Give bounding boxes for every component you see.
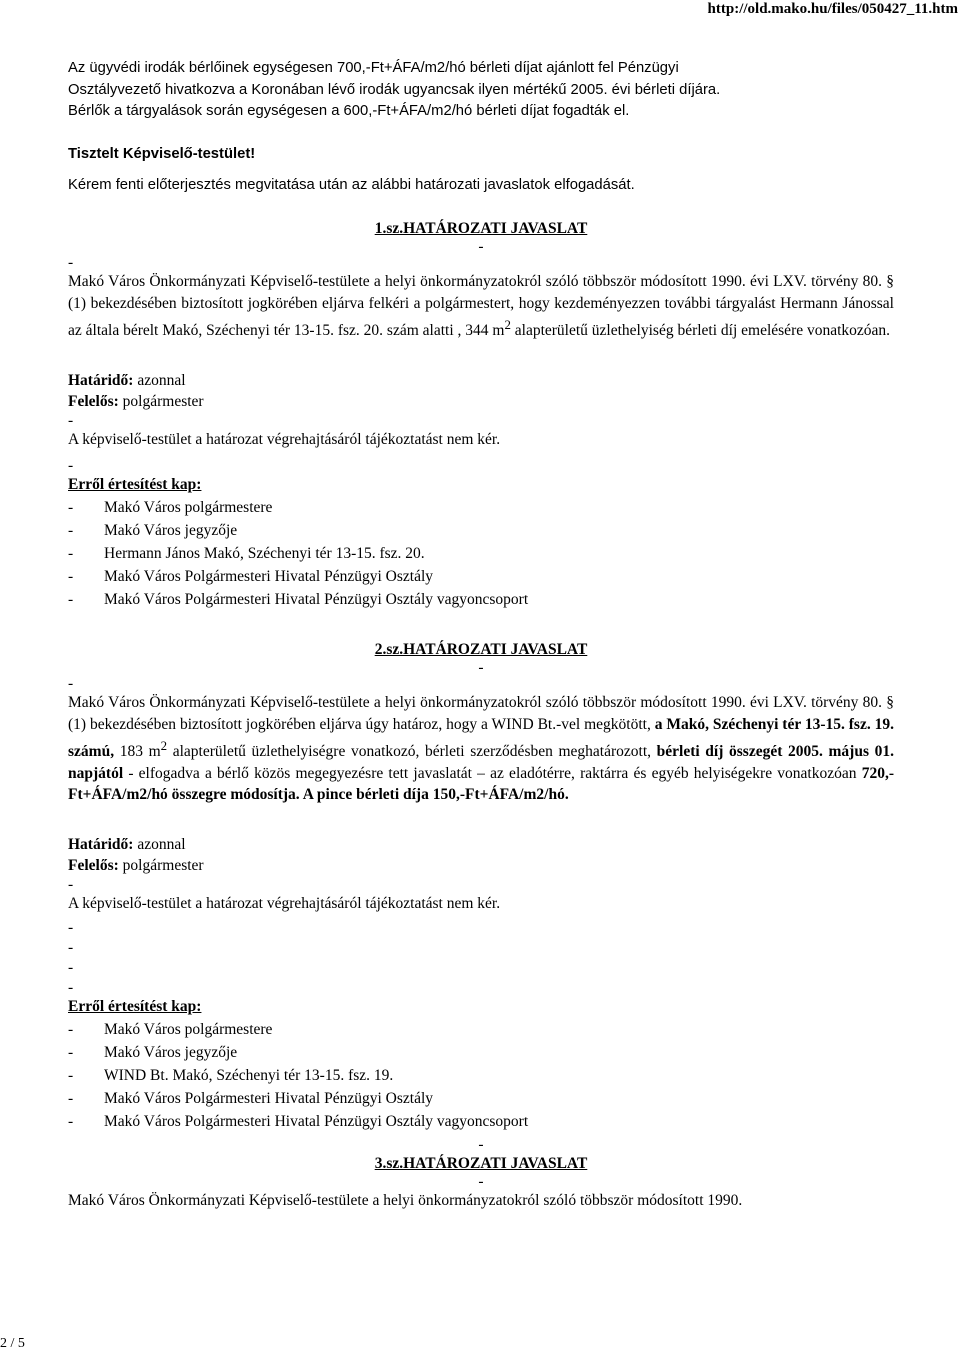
deadline: Határidő: azonnal — [68, 371, 186, 389]
deadline: Határidő: azonnal — [68, 835, 186, 853]
list-item: - Makó Város polgármestere — [68, 1020, 273, 1038]
separator-dash: - — [68, 675, 74, 693]
responsible: Felelős: polgármester — [68, 857, 204, 875]
separator-dash: - — [478, 1135, 484, 1153]
list-item: - Makó Város Polgármesteri Hivatal Pénzügyi Osztály — [68, 1089, 434, 1107]
list-item: - WIND Bt. Makó, Széchenyi tér 13-15. fsz. 19. — [68, 1066, 394, 1084]
separator-dash: - — [68, 979, 74, 997]
notify-label: Erről értesítést kap: — [68, 476, 202, 494]
request-text: Kérem fenti előterjesztés megvitatása után az alábbi határozati javaslatok elfogadását. — [68, 177, 635, 193]
intro-line-3: Bérlők a tárgyalások során egységesen a 600,-Ft+ÁFA/m2/hó bérleti díjat fogadták el. — [68, 103, 630, 119]
separator-dash: - — [478, 659, 484, 677]
separator-dash: - — [68, 254, 74, 271]
responsible: Felelős: polgármester — [68, 393, 204, 411]
resolution-1-body: Makó Város Önkormányzati Képviselő-testülete a helyi önkormányzatokról szóló többször módosított 1990. évi LXV. törvény 80. § (1) bekezdésében biztosított jogkörében eljárva felkéri a polgármestert, hogy kezdeményezzen további tárgyalást Hermann Jánossal az általa bérelt Makó, Széchenyi tér 13-15. fsz. 20. szám alatti , 344 $m^2$ alapterületű üzlethelyiség bérleti díj emelésére vonatkozóan. — [68, 273, 894, 340]
section-sign: § — [886, 273, 894, 290]
document-body — [68, 58, 894, 1212]
resolution-3-body: Makó Város Önkormányzati Képviselő-testülete a helyi önkormányzatokról szóló többször módosított 1990. — [68, 1192, 743, 1210]
resolution-1 — [68, 218, 894, 611]
separator-dash: - — [478, 238, 484, 255]
list-item: - Makó Város jegyzője — [68, 521, 238, 539]
greeting: Tisztelt Képviselő-testület! — [68, 145, 256, 162]
list-item: - Makó Város jegyzője — [68, 1043, 238, 1061]
resolution-3-title: 3.sz.HATÁROZATI JAVASLAT — [374, 1154, 588, 1172]
page-number: 2 / 5 — [0, 1336, 25, 1351]
resolution-2-note: A képviselő-testület a határozat végrehajtásáról tájékoztatást nem kér. — [68, 894, 501, 912]
recipient-list — [68, 496, 894, 611]
separator-dash: - — [68, 411, 74, 429]
page-url: http://old.mako.hu/files/050427_11.htm — [707, 1, 958, 17]
list-item: - Hermann János Makó, Széchenyi tér 13-15. fsz. 20. — [68, 544, 425, 562]
separator-dash: - — [68, 959, 74, 977]
list-item: - Makó Város Polgármesteri Hivatal Pénzügyi Osztály — [68, 567, 434, 585]
list-item: - Makó Város Polgármesteri Hivatal Pénzügyi Osztály vagyoncsoport — [68, 590, 529, 608]
resolution-3 — [68, 1137, 894, 1212]
resolution-1-title: 1.sz.HATÁROZATI JAVASLAT — [374, 219, 588, 237]
intro-line-2: Osztályvezető hivatkozva a Koronában lévő irodák ugyancsak ilyen mértékű 2005. évi bérleti díjára. — [68, 81, 721, 98]
notify-label: Erről értesítést kap: — [68, 998, 202, 1016]
resolution-1-note: A képviselő-testület a határozat végrehajtásáról tájékoztatást nem kér. — [68, 430, 501, 448]
recipient-list — [68, 1018, 894, 1133]
list-item: - Makó Város Polgármesteri Hivatal Pénzügyi Osztály vagyoncsoport — [68, 1112, 529, 1130]
separator-dash: - — [68, 457, 74, 475]
separator-dash: - — [68, 875, 74, 893]
resolution-2-title: 2.sz.HATÁROZATI JAVASLAT — [374, 640, 588, 658]
separator-dash: - — [478, 1173, 484, 1191]
separator-dash: - — [68, 919, 74, 937]
list-item: - Makó Város polgármestere — [68, 498, 273, 516]
section-sign: § — [886, 694, 894, 712]
resolution-2-body: Makó Város Önkormányzati Képviselő-testülete a helyi önkormányzatokról szóló többször módosított 1990. évi LXV. törvény 80. § (1) bekezdésében biztosított jogkörében eljárva úgy határoz, hogy a WIND Bt.-vel megkötött, a Makó, Széchenyi tér 13-15. fsz. 19. számú, 183 $m^2$ alapterületű üzlethelyiségre vonatkozó, bérleti szerződésben meghatározott, bérleti díj összegét 2005. május 01. napjától - elfogadva a bérlő közös megegyezésre tett javaslatát – az eladótérre, raktárra és egyéb helyiségekre vonatkozóan 720,-Ft+ÁFA/m2/hó összegre módosítja. A pince bérleti díja 150,-Ft+ÁFA/m2/hó. — [68, 694, 894, 804]
resolution-2 — [68, 639, 894, 1133]
intro-line-1: Az ügyvédi irodák bérlőinek egységesen 700,-Ft+ÁFA/m2/hó bérleti díjat ajánlott fel Pénzügyi — [68, 60, 679, 76]
separator-dash: - — [68, 939, 74, 957]
